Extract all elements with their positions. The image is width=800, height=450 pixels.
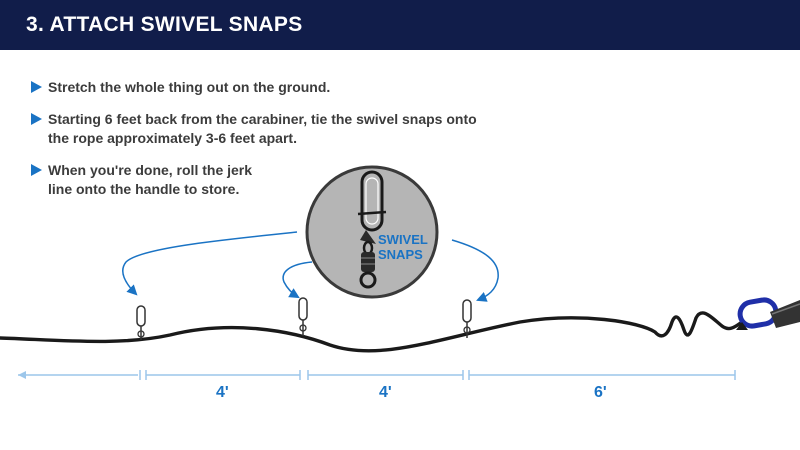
callout-arrow: [123, 232, 297, 294]
carabiner-icon: [736, 298, 800, 330]
page-title: 3. ATTACH SWIVEL SNAPS: [26, 13, 303, 36]
swivel-snap-icon: [299, 298, 307, 336]
dimension-label: 6': [594, 384, 607, 401]
instruction-text: Starting 6 feet back from the carabiner, tie the swivel snaps onto the rope approximately 3-6 feet apart.: [48, 111, 477, 146]
swivel-snap-icon: [463, 300, 471, 338]
callout-arrow: [283, 262, 312, 297]
callout-arrow: [452, 240, 498, 300]
jerk-line-rope: [0, 313, 742, 351]
dimension-label: 4': [379, 384, 392, 401]
dimension-lines: [18, 370, 735, 380]
dimension-label: 4': [216, 384, 229, 401]
swivel-snaps-label: SWIVEL SNAPS: [378, 232, 428, 262]
instruction-text: Stretch the whole thing out on the ground.: [48, 79, 331, 95]
swivel-snap-icon: [137, 306, 145, 340]
instruction-text: When you're done, roll the jerk line onto the handle to store.: [48, 162, 253, 197]
